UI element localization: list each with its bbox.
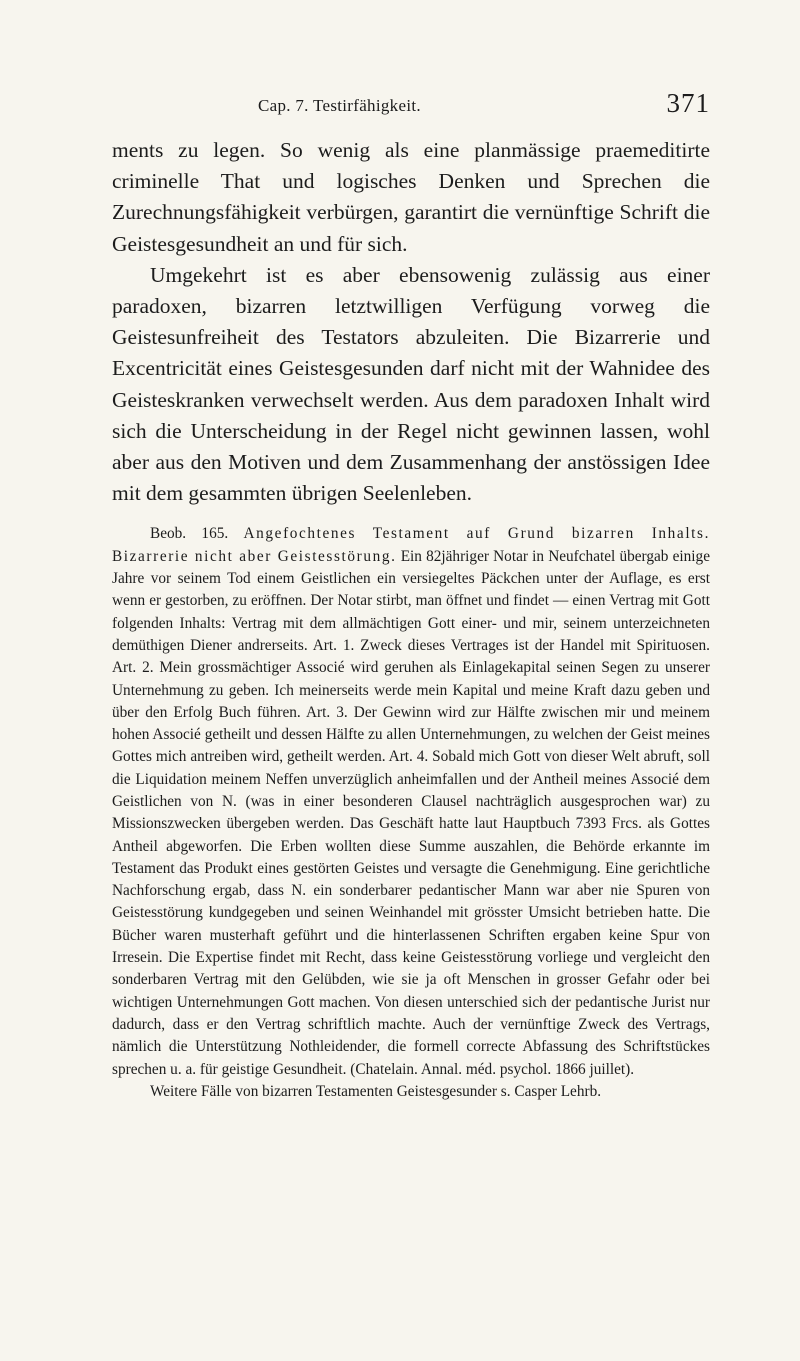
page-number: 371 — [666, 88, 710, 118]
page-header — [258, 88, 710, 120]
observation-165 — [112, 523, 710, 1080]
observation-subtitle: Bizarrerie nicht aber Geistesstörung. — [112, 547, 397, 565]
running-head: Cap. 7. Testirfähigkeit. — [258, 96, 421, 115]
closing-reference: Weitere Fälle von bizarren Testamenten Geistesgesunder s. Casper Lehrb. — [150, 1082, 602, 1100]
observation-title: Angefochtenes Testament auf Grund bizarren Inhalts. — [243, 525, 710, 543]
body-text — [112, 135, 710, 1103]
paragraph-continuation: ments zu legen. So wenig als eine planmässige praemeditirte criminelle That und logisches Denken und Sprechen die Zurechnungsfähigkeit verbürgen, garantirt die vernünftige Schrift die Geistesgesundheit an und für sich. — [112, 138, 710, 256]
observation-number: Beob. 165. — [150, 525, 229, 543]
observation-body: Ein 82jähriger Notar in Neufchatel übergab einige Jahre vor seinem Tod einem Geistlichen ein versiegeltes Päckchen unter der Auflage, es erst wenn er gestorben, zu eröffnen. Der Notar stirbt, man öffnet und findet — einen Vertrag mit Gott folgenden Inhalts: Vertrag mit dem allmächtigen Gott einer- und mir, seinem unterzeichneten demüthigen Diener andrerseits. Art. 1. Zweck dieses Vertrages ist der Handel mit Spirituosen. Art. 2. Mein grossmächtiger Associé wird geruhen als Einlagekapital seinen Segen zu unserer Unternehmung zu geben. Ich meinerseits werde mein Kapital und meine Kraft dazu geben und über den Erfolg Buch führen. Art. 3. Der Gewinn wird zur Hälfte zwischen mir und meinem hohen Associé getheilt und dessen Hälfte zu allen Unternehmungen, zu welchen der Geist meines Gottes mich antreiben wird, getheilt werden. Art. 4. Sobald mich Gott von dieser Welt abruft, soll die Liquidation meinem Neffen unverzüglich anheimfallen und der Antheil meines Associé dem Geistlichen von N. (was in einer besonderen Clausel nachträglich ausgesprochen war) zu Missionszwecken übergeben werden. Das Geschäft hatte laut Hauptbuch 7393 Frcs. als Gottes Antheil abgeworfen. Die Erben wollten diese Summe auszahlen, die Behörde erkannte im Testament das Produkt eines gestörten Geistes und versagte die Genehmigung. Eine gerichtliche Nachforschung ergab, dass N. ein sonderbarer pedantischer Mann war aber nie Spuren von Geistesstörung kundgegeben und seinen Weinhandel mit grösster Umsicht betrieben hatte. Die Bücher waren musterhaft geführt und die hinterlassenen Schriften ergaben keine Spur von Irresein. Die Expertise findet mit Recht, dass keine Geistesstörung vorliege und vergleicht den sonderbaren Vertrag mit den Gelübden, wie sie ja oft Menschen in grosser Gefahr oder bei wichtigen Unternehmungen Gott machen. Von diesen unterschied sich der pedantische Jurist nur dadurch, dass er den Vertrag schriftlich machte. Auch der vernünftige Zweck des Vertrags, nämlich die Unterstützung Nothleidender, die formell correcte Abfassung des Schriftstückes sprechen u. a. für geistige Gesundheit. (Chatelain. Annal. méd. psychol. 1866 juillet). — [112, 547, 710, 1078]
paragraph-bizarre-wills: Umgekehrt ist es aber ebensowenig zulässig aus einer paradoxen, bizarren letztwilligen Verfügung vorweg die Geistesunfreiheit des Testators abzuleiten. Die Bizarrerie und Excentricität eines Geistesgesunden darf nicht mit der Wahnidee des Geisteskranken verwechselt werden. Aus dem paradoxen Inhalt wird sich die Unterscheidung in der Regel nicht gewinnen lassen, wohl aber aus den Motiven und dem Zusammenhang der anstössigen Idee mit dem gesammten übrigen Seelenleben. — [112, 262, 710, 506]
